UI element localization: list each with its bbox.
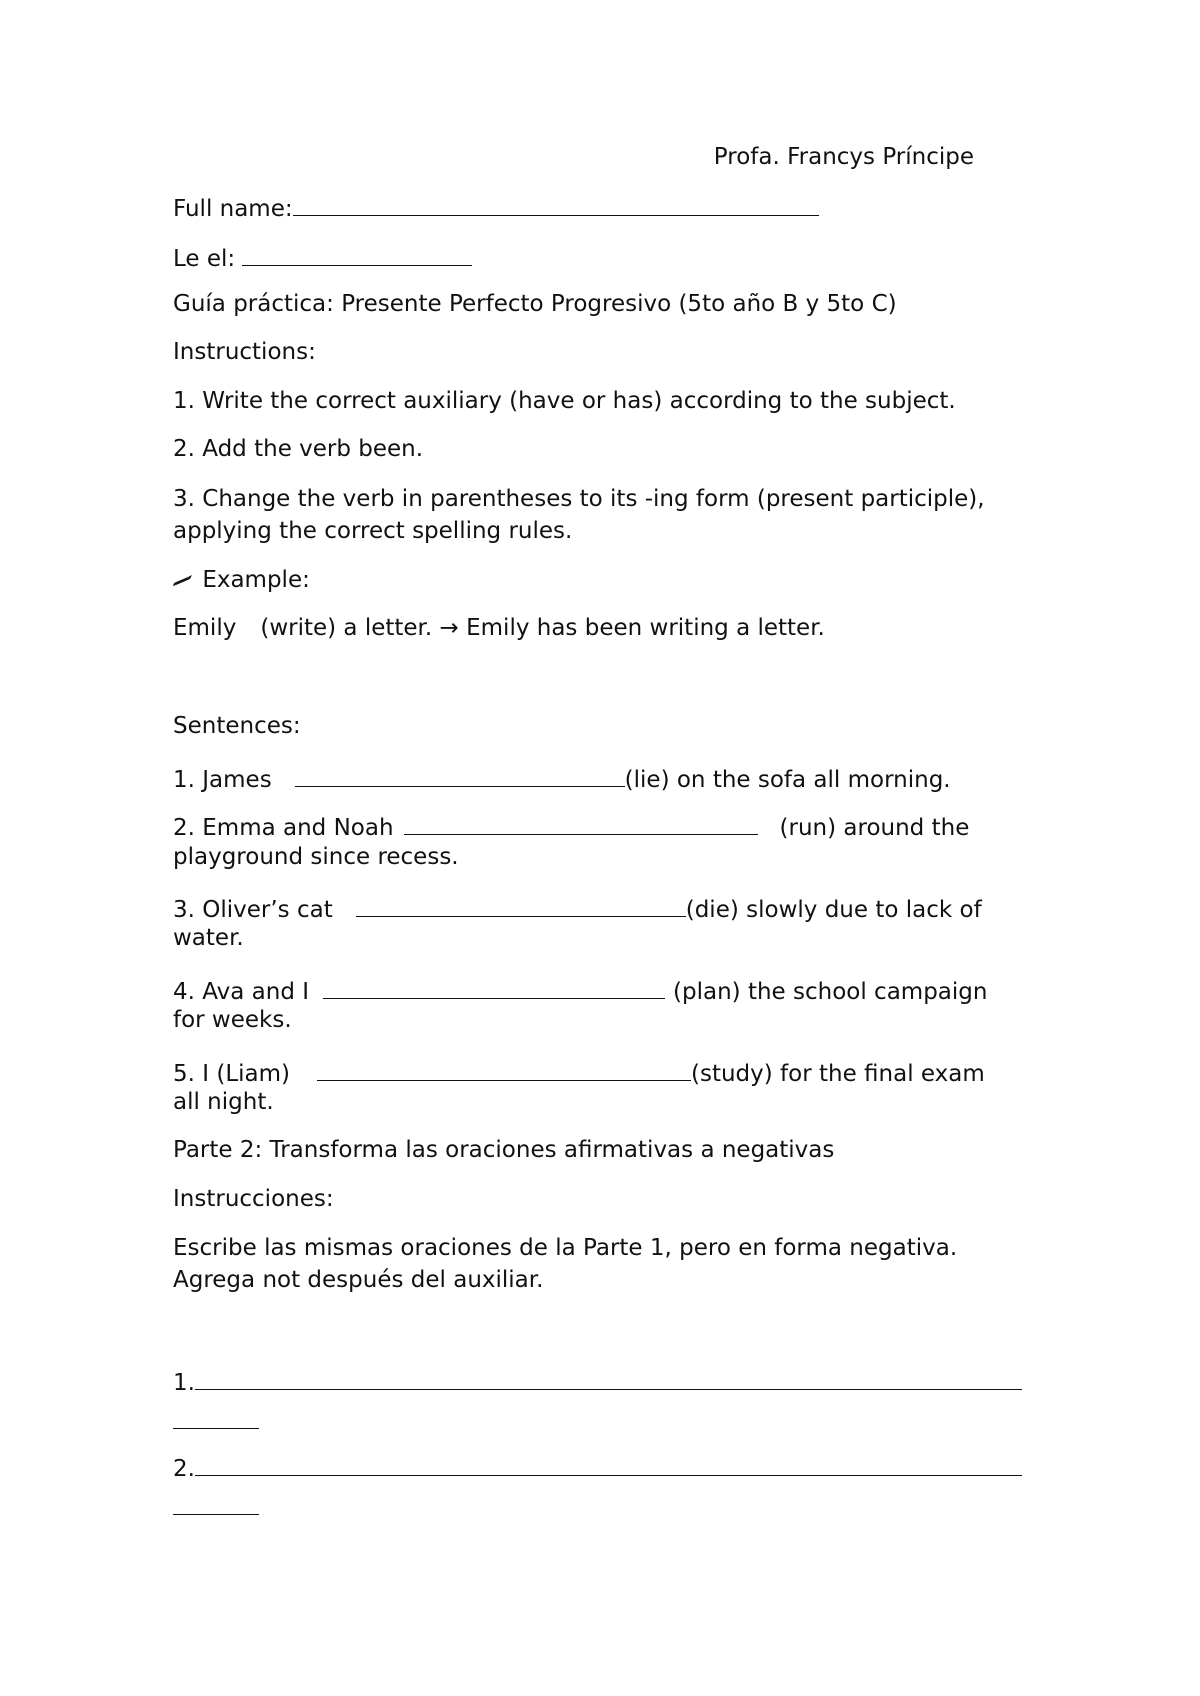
instruction-item: 2. Add the verb been. [173,436,424,462]
sentence-rest: (run) around the [779,815,970,841]
answer-number: 1. [173,1370,195,1396]
date-label: Le el: [173,246,236,272]
sentence-item [173,890,982,926]
answer-blank[interactable] [404,808,758,835]
full-name-row [173,189,819,225]
instructions-heading: Instructions: [173,339,316,365]
negative-answer-blank-continued[interactable] [173,1514,259,1515]
sentence-continued: for weeks. [173,1007,292,1033]
sentence-subject: 4. Ava and I [173,979,310,1005]
sentences-heading: Sentences: [173,713,301,739]
sentence-continued: playground since recess. [173,844,459,870]
example-prompt: (write) a letter. [260,615,433,641]
example-label: Example: [202,567,310,593]
part2-instruction-line: Escribe las mismas oraciones de la Parte 1, pero en forma negativa. [173,1235,958,1261]
part2-title: Parte 2: Transforma las oraciones afirmativas a negativas [173,1137,835,1163]
sentence-rest: (plan) the school campaign [673,979,988,1005]
negative-answer-blank[interactable] [195,1449,1022,1476]
sentence-subject: 5. I (Liam) [173,1061,290,1087]
negative-answer-blank[interactable] [195,1363,1022,1390]
sentence-item [173,808,969,844]
instruction-item-continued: applying the correct spelling rules. [173,518,573,544]
sentence-continued: all night. [173,1089,274,1115]
date-row [173,239,472,275]
sentence-subject: 2. Emma and Noah [173,815,394,841]
sentence-rest: (lie) on the sofa all morning. [624,767,951,793]
sentence-rest: (die) slowly due to lack of [685,897,982,923]
negative-answer-row [173,1363,1022,1399]
negative-answer-row [173,1449,1022,1485]
answer-blank[interactable] [317,1054,691,1081]
sentence-continued: water. [173,925,244,951]
worksheet-title: Guía práctica: Presente Perfecto Progresivo (5to año B y 5to C) [173,291,897,317]
part2-instruction-line: Agrega not después del auxiliar. [173,1267,544,1293]
full-name-blank[interactable] [293,189,819,216]
sentence-item [173,972,987,1008]
teacher-name: Profa. Francys Príncipe [713,144,974,170]
answer-blank[interactable] [295,760,625,787]
example-sentence [173,612,825,644]
sentence-item [173,1054,985,1090]
instruction-item: 1. Write the correct auxiliary (have or has) according to the subject. [173,388,956,414]
part2-instructions-heading: Instrucciones: [173,1186,334,1212]
example-subject: Emily [173,615,237,641]
example-heading [173,564,310,597]
answer-blank[interactable] [323,972,665,999]
negative-answer-blank-continued[interactable] [173,1428,259,1429]
instruction-item: 3. Change the verb in parentheses to its -ing form (present participle), [173,486,985,512]
sentence-rest: (study) for the final exam [691,1061,985,1087]
sentence-subject: 3. Oliver’s cat [173,897,333,923]
sentence-subject: 1. James [173,767,272,793]
pencil-icon [173,565,195,597]
answer-number: 2. [173,1456,195,1482]
sentence-item [173,760,951,796]
example-answer: Emily has been writing a letter. [466,615,825,641]
full-name-label: Full name: [173,196,293,222]
answer-blank[interactable] [356,890,686,917]
right-arrow-icon: → [439,615,459,641]
date-blank[interactable] [242,239,472,266]
